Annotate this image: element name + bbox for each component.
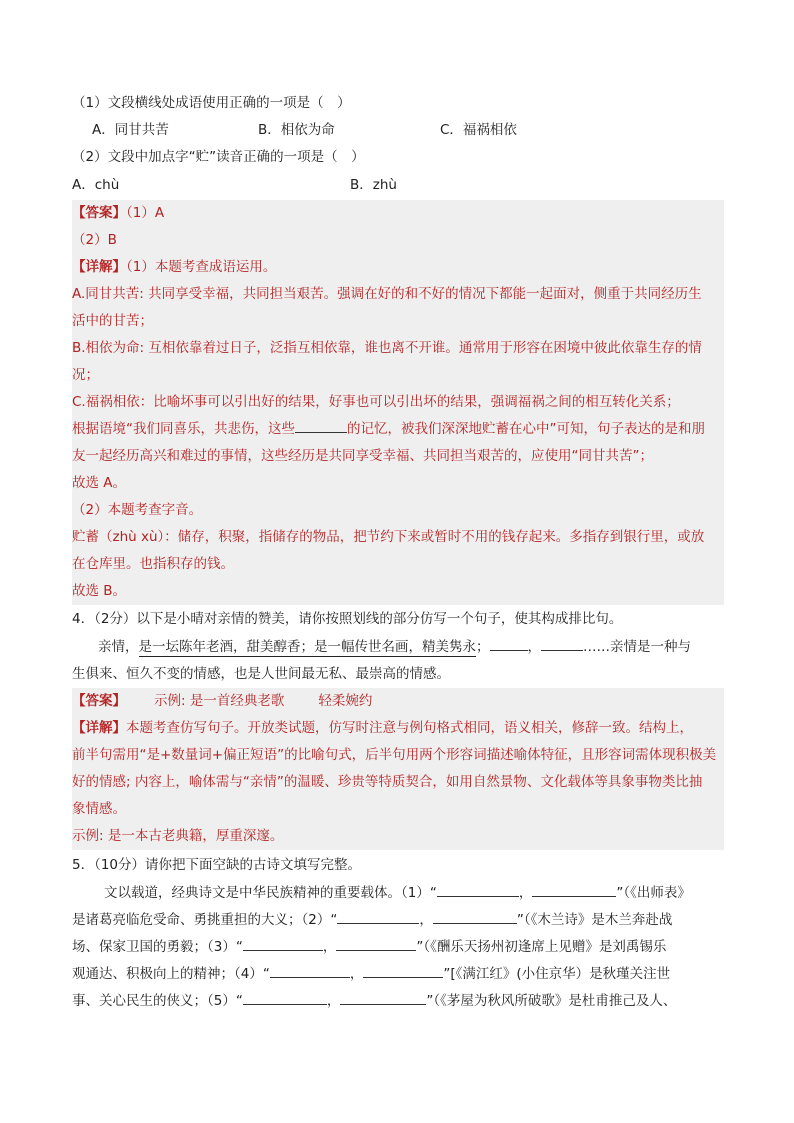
line5-pre: 事、关心民生的侠义；（5）“ [72,993,243,1009]
detail-context-1 [72,416,724,443]
detail-choose-a: 故选 A。 [72,470,724,497]
line2-pre: 是诸葛亮临危受命、勇挑重担的大义；（2）“ [72,912,338,928]
comma: ， [322,939,337,955]
detail-context-2: 友一起经历高兴和难过的事情，这些经历是共同享受幸福、共同担当艰苦的，应使用“同甘共苦”； [72,443,724,470]
line5-post: ”（《茅屋为秋风所破歌》是杜甫推己及人、 [426,993,677,1009]
fill-blank[interactable] [336,936,416,951]
answer-4-text-2: 轻柔婉约 [318,693,373,709]
detail-c: C.福祸相依：比喻坏事可以引出好的结果，好事也可以引出坏的结果，强调福祸之间的相互转化关系； [72,389,724,416]
question-4-passage-2: 生俱来、恒久不变的情感，也是人世间最无私、最崇高的情感。 [72,666,450,682]
line3-post: ”（《酬乐天扬州初逢席上见赠》是刘禹锡乐 [416,939,667,955]
fill-blank[interactable] [437,882,519,897]
fill-blank[interactable] [243,990,327,1005]
option-b2: B．zhù [350,177,397,193]
fill-blank[interactable] [532,882,616,897]
answer-text: （1）A [126,205,165,221]
passage-pre: 亲情， [98,639,139,655]
question-5-head: 5．（10分）请你把下面空缺的古诗文填写完整。 [72,857,362,873]
detail-pron-1: 贮蓄（zhù xù）：储存，积聚，指储存的物品，把节约下来或暂时不用的钱存起来。多指存到银行里，或放 [72,524,724,551]
question-5-line-2 [72,907,724,934]
blank-2 [541,636,583,651]
detail-4-line [72,715,724,742]
fill-blank[interactable] [340,990,426,1005]
detail-sub2: （2）本题考查字音。 [72,497,724,524]
line4-pre: 观通达、积极向上的精神；（4）“ [72,966,270,982]
detail-a-1: A.同甘共苦: 共同享受幸福，共同担当艰苦。强调在好的和不好的情况下都能一起面对，侧重于共同经历生 [72,281,724,308]
detail-b-2: 况； [72,362,724,389]
detail-4-tag: 【详解】 [72,720,126,736]
comma: ， [326,993,341,1009]
underlined-example: 是一坛陈年老酒，甜美醇香；是一幅传世名画，精美隽永 [138,639,476,655]
line4-post: ”[《满江红》(小住京华）是秋瑾关注世 [443,966,671,982]
option-b: B．相依为命 [258,122,335,138]
detail-line [72,254,724,281]
answer-4-tag: 【答案】 [72,693,126,709]
blank-1 [490,636,528,651]
answer-4-text: 示例: 是一首经典老歌 [154,693,285,709]
question-sub1: （1）文段横线处成语使用正确的一项是（ ） [72,95,351,111]
detail-a-2: 活中的甘苦； [72,308,724,335]
passage-mid: ； [476,639,490,655]
fill-blank[interactable] [243,936,323,951]
question-4-passage-1 [98,634,724,661]
detail-text: （1）本题考查成语运用。 [126,259,277,275]
question-5-line-4 [72,961,724,988]
question-5-line-3 [72,934,724,961]
answer-tag: 【答案】 [72,205,126,221]
context-pre: 根据语境“我们同喜乐，共悲伤，这些 [72,421,295,437]
detail-pron-2: 在仓库里。也指积存的钱。 [72,551,724,578]
detail-4-2: 前半句需用“是+数量词+偏正短语”的比喻句式，后半句用两个形容词描述喻体特征，且形容词需体现积极美 [72,742,724,769]
passage-sep: ， [527,639,541,655]
comma: ， [518,885,533,901]
fill-blank[interactable] [433,909,517,924]
line2-post: ”（《木兰诗》是木兰奔赴战 [516,912,673,928]
option-c: C．福祸相依 [440,122,517,138]
detail-4-5: 示例: 是一本古老典籍，厚重深邃。 [72,823,724,850]
comma: ， [419,912,433,928]
detail-tag: 【详解】 [72,259,126,275]
line3-pre: 场、保家卫国的勇毅；（3）“ [72,939,243,955]
passage-post: ……亲情是一种与 [583,639,691,655]
question-5-line-5 [72,988,724,1015]
line1-pre: 文以载道，经典诗文是中华民族精神的重要载体。（1）“ [104,885,437,901]
answer-4-line [72,688,724,715]
fill-blank[interactable] [363,963,443,978]
question-5-line-1 [104,880,724,907]
detail-4-text: 本题考查仿写句子。开放类试题，仿写时注意与例句格式相同，语义相关，修辞一致。结构上， [126,720,693,736]
fill-blank[interactable] [337,909,419,924]
detail-choose-b: 故选 B。 [72,578,724,605]
context-post: 的记忆，被我们深深地贮蓄在心中”可知，句子表达的是和朋 [347,421,705,437]
option-a: A．同甘共苦 [92,122,169,138]
answer-text-2: （2）B [72,227,724,254]
blank-line [295,418,347,433]
detail-b-1: B.相依为命: 互相依靠着过日子，泛指互相依靠，谁也离不开谁。通常用于形容在困境中彼此依靠生存的情 [72,335,724,362]
answer-line [72,200,724,227]
detail-4-3: 好的情感; 内容上，喻体需与“亲情”的温暖、珍贵等特质契合，如用自然景物、文化载体等具象事物类比抽 [72,769,724,796]
line1-post: ”（《出师表》 [616,885,691,901]
comma: ， [349,966,364,982]
detail-4-4: 象情感。 [72,796,724,823]
question-4-head: 4．（2分）以下是小晴对亲情的赞美，请你按照划线的部分仿写一个句子，使其构成排比句。 [72,611,623,627]
fill-blank[interactable] [270,963,350,978]
option-a2: A．chù [72,177,120,193]
question-sub2: （2）文段中加点字“贮”读音正确的一项是（ ） [72,149,365,165]
